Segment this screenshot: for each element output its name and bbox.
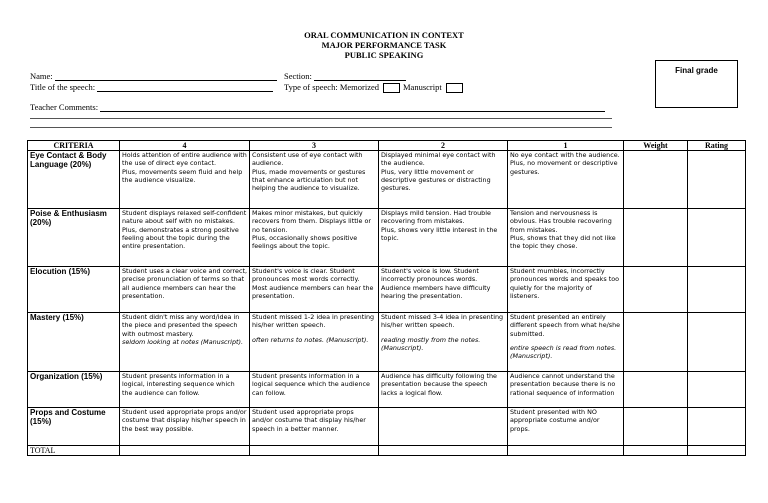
score-1-cell: Audience cannot understand the presentation because there is no rational sequence of information — [508, 372, 624, 408]
teacher-comments-label: Teacher Comments: — [30, 102, 99, 112]
total-cell — [508, 446, 624, 456]
score-3-cell: Student's voice is clear. Student pronounces most words correctly. Most audience members can hear the presentation. — [250, 267, 379, 313]
score-2-cell: Displayed minimal eye contact with the audience. Plus, very little movement or descriptive gestures or distracting gestures. — [379, 151, 508, 209]
criteria-cell: Props and Costume (15%) — [28, 408, 120, 446]
rating-cell[interactable] — [688, 151, 746, 209]
score-3-cell: Student used appropriate props and/or costume that display his/her speech in a better manner. — [250, 408, 379, 446]
manuscript-label: Manuscript — [403, 82, 442, 92]
score-4-cell: Holds attention of entire audience with the use of direct eye contact. Plus, movements seem fluid and help the audience visualize. — [120, 151, 250, 209]
rating-cell[interactable] — [688, 313, 746, 372]
teacher-comments-line-1[interactable] — [100, 103, 605, 112]
header-rating: Rating — [688, 141, 746, 151]
total-cell — [379, 446, 508, 456]
section-line[interactable] — [314, 72, 406, 81]
total-cell — [120, 446, 250, 456]
title-field[interactable] — [30, 82, 273, 92]
table-row — [28, 209, 746, 267]
criteria-cell: Elocution (15%) — [28, 267, 120, 313]
score-3-cell: Student presents information in a logical sequence which the audience can follow. — [250, 372, 379, 408]
score-3-cell: Makes minor mistakes, but quickly recovers from them. Displays little or no tension. Plus, occasionally shows positive feelings about the topic. — [250, 209, 379, 267]
header-score-4: 4 — [120, 141, 250, 151]
score-2-text: Student missed 3-4 idea in presenting his/her written speech. — [381, 313, 504, 330]
score-1-note: entire speech is read from notes. (Manuscript). — [510, 343, 617, 361]
weight-cell[interactable] — [624, 408, 688, 446]
score-1-cell: Student mumbles, incorrectly pronounces words and speaks too quietly for the majority of listeners. — [508, 267, 624, 313]
score-4-note: seldom looking at notes (Manuscript). — [122, 337, 244, 346]
doc-title-line2: MAJOR PERFORMANCE TASK — [321, 40, 447, 50]
weight-cell[interactable] — [624, 151, 688, 209]
criteria-cell: Eye Contact & Body Language (20%) — [28, 151, 120, 209]
score-2-cell: Student's voice is low. Student incorrectly pronounces words. Audience members have difficulty hearing the presentation. — [379, 267, 508, 313]
score-1-cell — [508, 313, 624, 372]
score-4-cell: Student displays relaxed self-confident nature about self with no mistakes. Plus, demonstrates a strong positive feeling about the topic during the entire presentation. — [120, 209, 250, 267]
title-line[interactable] — [97, 83, 273, 92]
doc-title-line1: ORAL COMMUNICATION IN CONTEXT — [304, 30, 464, 40]
score-4-text: Student didn't miss any word/idea in the piece and presented the speech with outmost mastery. — [122, 313, 240, 338]
score-1-cell: No eye contact with the audience. Plus, no movement or descriptive gestures. — [508, 151, 624, 209]
weight-cell[interactable] — [624, 372, 688, 408]
score-2-cell: Displays mild tension. Had trouble recovering from mistakes. Plus, shows very little interest in the topic. — [379, 209, 508, 267]
speech-type-field — [284, 82, 466, 93]
name-label: Name: — [30, 71, 53, 81]
total-weight-cell[interactable] — [624, 446, 688, 456]
score-1-cell: Tension and nervousness is obvious. Has trouble recovering from mistakes. Plus, shows that they did not like the topic they chose. — [508, 209, 624, 267]
rating-cell[interactable] — [688, 408, 746, 446]
weight-cell[interactable] — [624, 313, 688, 372]
criteria-cell: Organization (15%) — [28, 372, 120, 408]
rating-cell[interactable] — [688, 267, 746, 313]
header-score-3: 3 — [250, 141, 379, 151]
teacher-comments-line-3[interactable] — [30, 127, 612, 128]
criteria-cell: Mastery (15%) — [28, 313, 120, 372]
table-row — [28, 151, 746, 209]
manuscript-checkbox[interactable] — [446, 83, 463, 93]
score-2-note: reading mostly from the notes. (Manuscript). — [381, 335, 481, 352]
header-score-2: 2 — [379, 141, 508, 151]
section-field[interactable] — [284, 71, 406, 81]
score-1-text: Student presented an entirely different speech from what he/she submitted. — [510, 313, 621, 338]
rating-cell[interactable] — [688, 209, 746, 267]
header-criteria: CRITERIA — [28, 141, 120, 151]
score-2-cell — [379, 313, 508, 372]
weight-cell[interactable] — [624, 267, 688, 313]
score-3-cell: Consistent use of eye contact with audience. Plus, made movements or gestures that enhance articulation but not helping the audience to visualize. — [250, 151, 379, 209]
teacher-comments-field[interactable] — [30, 102, 605, 112]
table-row — [28, 372, 746, 408]
table-row — [28, 313, 746, 372]
table-row — [28, 408, 746, 446]
section-label: Section: — [284, 71, 312, 81]
total-row — [28, 446, 746, 456]
total-cell — [250, 446, 379, 456]
name-field[interactable] — [30, 71, 277, 81]
score-4-cell: Student uses a clear voice and correct, precise pronunciation of terms so that all audience members can hear the presentation. — [120, 267, 250, 313]
title-label: Title of the speech: — [30, 82, 96, 92]
rubric-table — [27, 140, 746, 456]
score-2-cell: Audience has difficulty following the presentation because the speech lacks a logical flow. — [379, 372, 508, 408]
total-label: TOTAL — [28, 446, 120, 456]
score-3-note: often returns to notes. (Manuscript). — [252, 335, 369, 344]
score-4-cell: Student presents information in a logical, interesting sequence which the audience can follow. — [120, 372, 250, 408]
score-3-text: Student missed 1-2 idea in presenting his/her written speech. — [252, 313, 375, 330]
score-4-cell: Student used appropriate props and/or costume that display his/her speech in the best way possible. — [120, 408, 250, 446]
header-score-1: 1 — [508, 141, 624, 151]
final-grade-label: Final grade — [675, 66, 718, 75]
teacher-comments-line-2[interactable] — [30, 118, 612, 119]
speech-type-label: Type of speech: Memorized — [284, 82, 379, 92]
rating-cell[interactable] — [688, 372, 746, 408]
score-4-cell — [120, 313, 250, 372]
score-3-cell — [250, 313, 379, 372]
table-row — [28, 267, 746, 313]
weight-cell[interactable] — [624, 209, 688, 267]
score-1-cell: Student presented with NO appropriate costume and/or props. — [508, 408, 624, 446]
doc-title-line3: PUBLIC SPEAKING — [344, 50, 424, 60]
criteria-cell: Poise & Enthusiasm (20%) — [28, 209, 120, 267]
total-rating-cell[interactable] — [688, 446, 746, 456]
header-weight: Weight — [624, 141, 688, 151]
final-grade-box[interactable] — [655, 60, 738, 108]
name-line[interactable] — [55, 72, 277, 81]
table-header-row — [28, 141, 746, 151]
memorized-checkbox[interactable] — [383, 83, 400, 93]
score-2-cell — [379, 408, 508, 446]
